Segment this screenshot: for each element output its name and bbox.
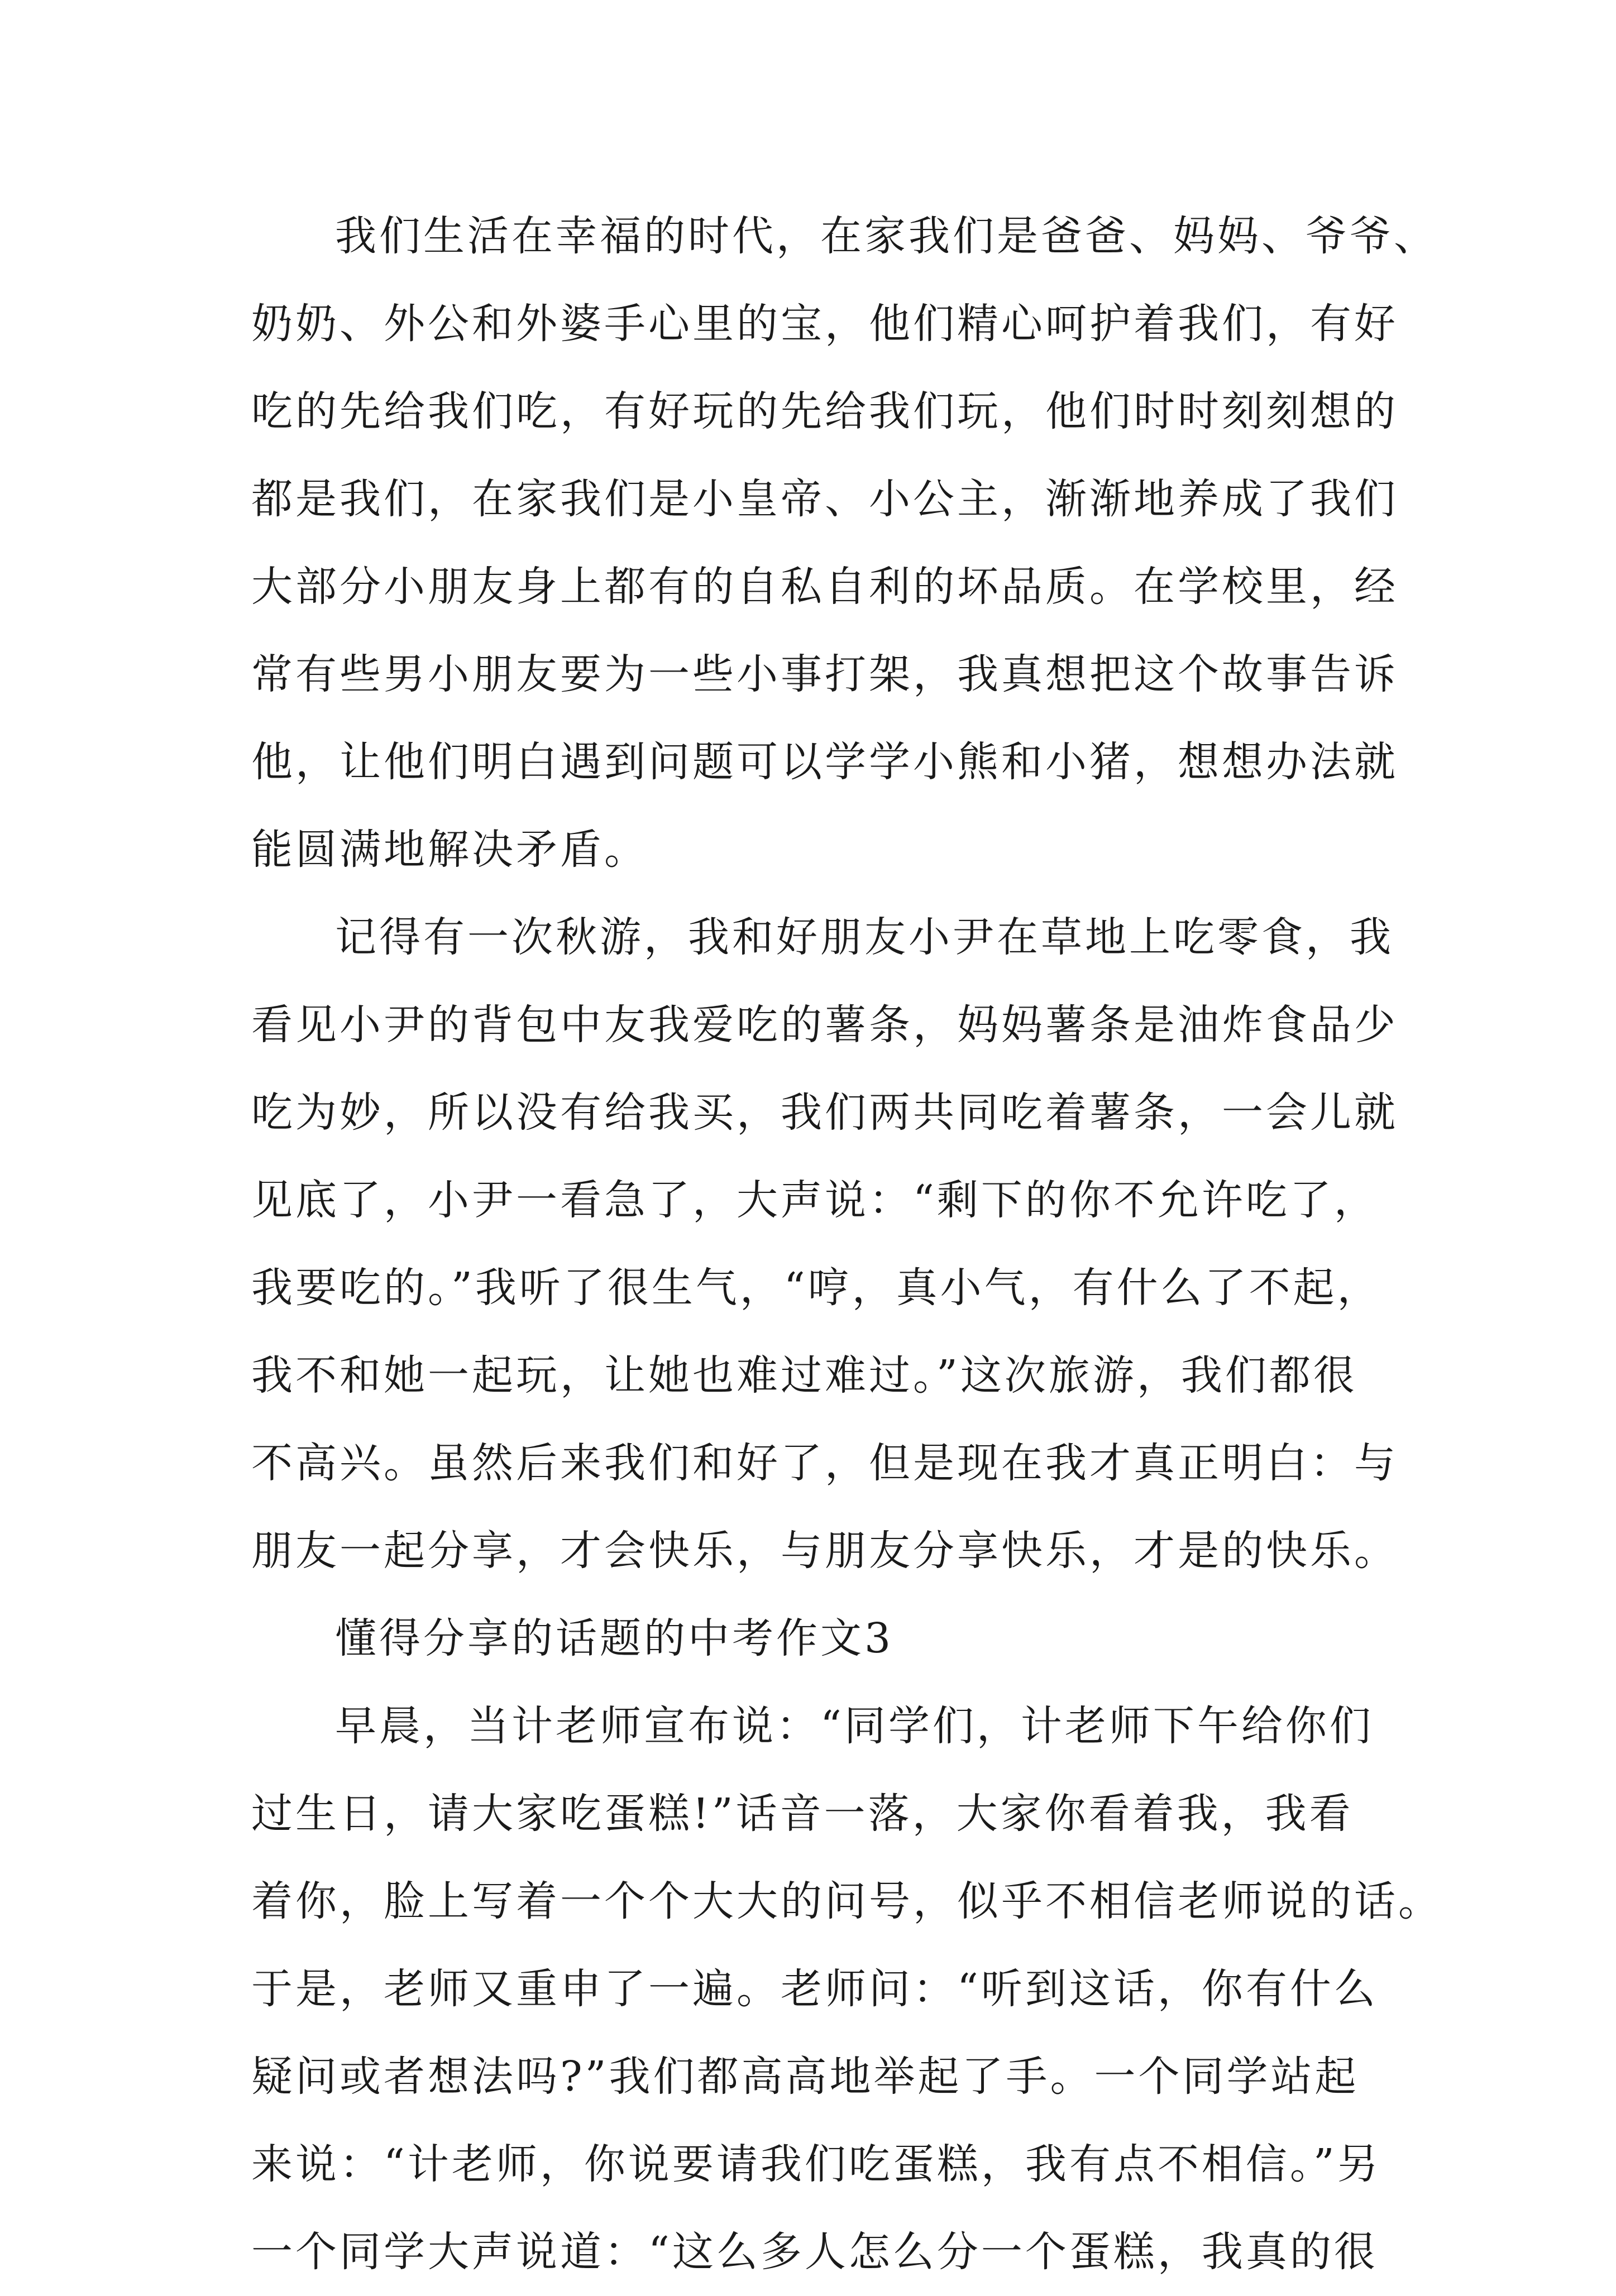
text-line: 朋友一起分享，才会快乐，与朋友分享快乐，才是的快乐。 xyxy=(251,1527,1398,1575)
text-line: 吃为妙，所以没有给我买，我们两共同吃着薯条，一会儿就 xyxy=(251,1089,1398,1137)
text-line: 记得有一次秋游，我和好朋友小尹在草地上吃零食，我 xyxy=(335,913,1394,961)
text-line: 来说：“计老师，你说要请我们吃蛋糕，我有点不相信。”另 xyxy=(251,2140,1381,2188)
text-line: 常有些男小朋友要为一些小事打架，我真想把这个故事告诉 xyxy=(251,650,1398,698)
text-line: 见底了，小尹一看急了，大声说：“剩下的你不允许吃了， xyxy=(251,1176,1378,1224)
text-line: 他，让他们明白遇到问题可以学学小熊和小猪，想想办法就 xyxy=(251,738,1398,786)
text-line: 我们生活在幸福的时代，在家我们是爸爸、妈妈、爷爷、 xyxy=(335,212,1438,260)
text-line: 一个同学大声说道：“这么多人怎么分一个蛋糕，我真的很 xyxy=(251,2228,1378,2276)
text-line: 我要吃的。”我听了很生气，“哼，真小气，有什么了不起， xyxy=(251,1264,1381,1312)
text-line: 疑问或者想法吗?”我们都高高地举起了手。一个同学站起 xyxy=(251,2053,1359,2101)
text-line: 看见小尹的背包中友我爱吃的薯条，妈妈薯条是油炸食品少 xyxy=(251,1001,1398,1049)
text-line: 都是我们，在家我们是小皇帝、小公主，渐渐地养成了我们 xyxy=(251,475,1398,523)
text-line: 过生日，请大家吃蛋糕!”话音一落，大家你看着我，我看 xyxy=(251,1790,1354,1838)
text-line: 大部分小朋友身上都有的自私自利的坏品质。在学校里，经 xyxy=(251,563,1398,611)
document-body xyxy=(251,193,1442,2296)
text-line: 奶奶、外公和外婆手心里的宝，他们精心呵护着我们，有好 xyxy=(251,300,1398,348)
text-line: 我不和她一起玩，让她也难过难过。”这次旅游，我们都很 xyxy=(251,1351,1357,1399)
section-heading: 懂得分享的话题的中考作文3 xyxy=(335,1614,894,1662)
text-line: 能圆满地解决矛盾。 xyxy=(251,826,648,874)
text-line: 吃的先给我们吃，有好玩的先给我们玩，他们时时刻刻想的 xyxy=(251,387,1398,435)
text-line: 于是，老师又重申了一遍。老师问：“听到这话，你有什么 xyxy=(251,1965,1378,2013)
text-line: 着你，脸上写着一个个大大的问号，似乎不相信老师说的话。 xyxy=(251,1877,1442,1925)
text-line: 早晨，当计老师宣布说：“同学们，计老师下午给你们 xyxy=(335,1702,1374,1750)
text-line: 不高兴。虽然后来我们和好了，但是现在我才真正明白：与 xyxy=(251,1439,1398,1487)
